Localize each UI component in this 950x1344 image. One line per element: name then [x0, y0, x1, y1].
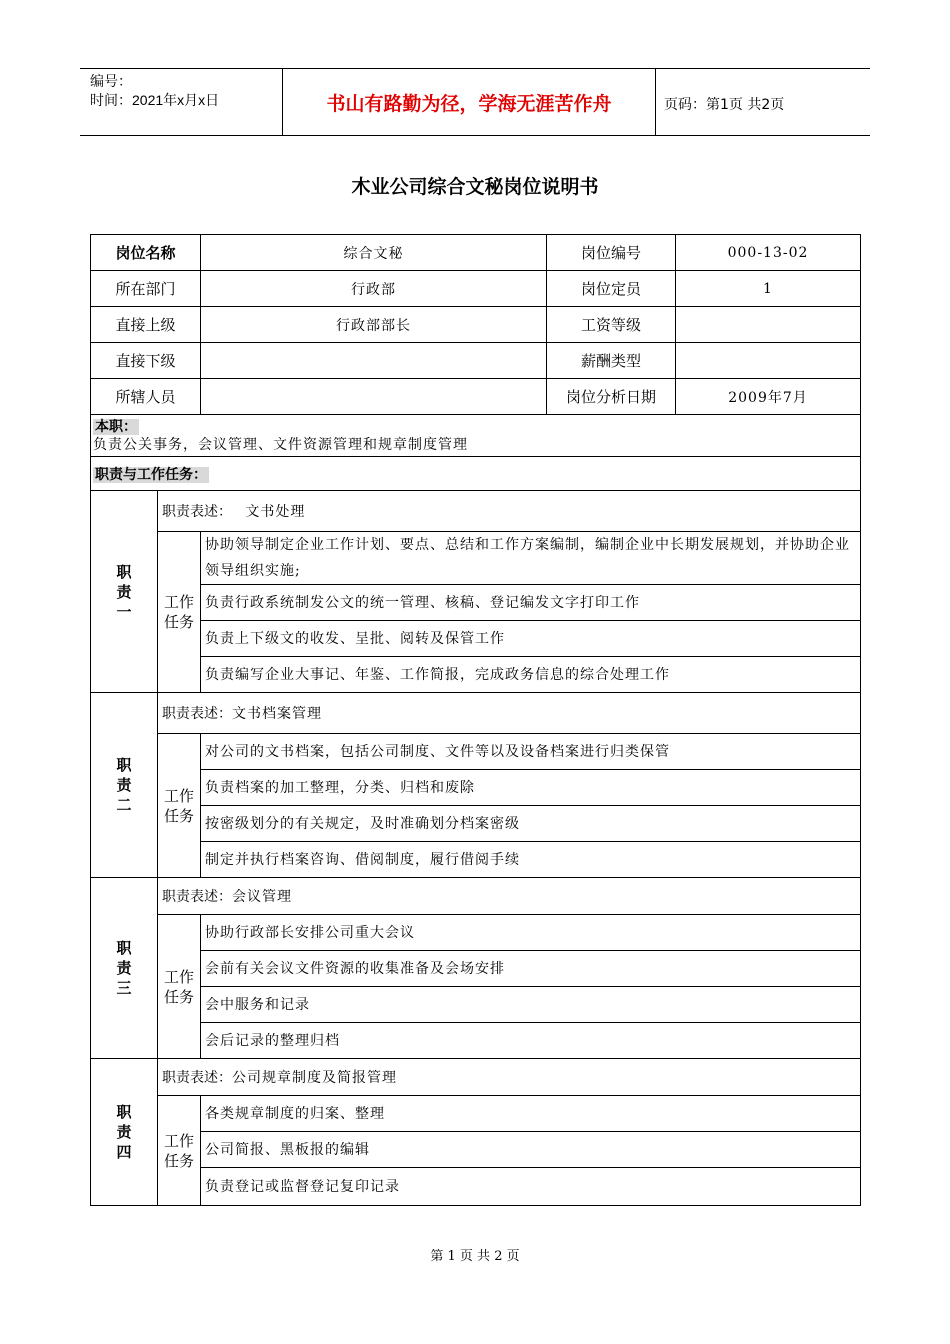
job-description-table — [90, 234, 861, 1206]
duty-desc-value: 文书处理 — [245, 504, 306, 520]
duty-description — [158, 693, 861, 734]
superior-label: 直接上级 — [91, 307, 201, 343]
task-item: 会中服务和记录 — [201, 987, 861, 1023]
duties-header-row — [91, 457, 861, 491]
salary-grade-label: 工资等级 — [547, 307, 676, 343]
task-row — [91, 1132, 861, 1168]
page-footer: 第 1 页 共 2 页 — [430, 1249, 520, 1264]
page-title: 木业公司综合文秘岗位说明书 — [351, 176, 599, 198]
task-item: 负责档案的加工整理，分类、归档和废除 — [201, 770, 861, 806]
header-motto: 书山有路勤为径，学海无涯苦作舟 — [326, 92, 612, 115]
header-divider — [655, 68, 656, 136]
task-row — [91, 987, 861, 1023]
core-text: 负责公关事务，会议管理、文件资源管理和规章制度管理 — [93, 436, 468, 453]
document-time: 时间：2021年x月x日 — [90, 92, 220, 108]
core-row — [91, 415, 861, 457]
task-item: 协助行政部长安排公司重大会议 — [201, 915, 861, 951]
task-row — [91, 806, 861, 842]
task-item: 按密级划分的有关规定，及时准确划分档案密级 — [201, 806, 861, 842]
duty-desc-row — [91, 491, 861, 532]
document-number: 编号： — [90, 73, 132, 89]
task-label: 工作 任务 — [158, 734, 201, 878]
headcount-label: 岗位定员 — [547, 271, 676, 307]
task-row — [91, 1096, 861, 1132]
info-row — [91, 343, 861, 379]
task-item: 对公司的文书档案，包括公司制度、文件等以及设备档案进行归类保管 — [201, 734, 861, 770]
page-info: 页码：第1页 共2页 — [664, 97, 785, 113]
header-meta — [90, 72, 219, 110]
info-row — [91, 271, 861, 307]
task-row — [91, 915, 861, 951]
duty-description — [158, 1059, 861, 1096]
task-row — [91, 734, 861, 770]
analysis-date-label: 岗位分析日期 — [547, 379, 676, 415]
task-row — [91, 770, 861, 806]
task-item: 公司简报、黑板报的编辑 — [201, 1132, 861, 1168]
duty-label: 职 责 三 — [91, 878, 158, 1059]
subordinate-value — [201, 343, 547, 379]
core-label: 本职： — [95, 418, 137, 435]
duty-desc-row — [91, 1059, 861, 1096]
analysis-date-value: 2009年7月 — [676, 379, 861, 415]
task-row — [91, 621, 861, 657]
salary-grade-value — [676, 307, 861, 343]
task-row — [91, 842, 861, 878]
position-code-label: 岗位编号 — [547, 235, 676, 271]
department-label: 所在部门 — [91, 271, 201, 307]
task-row — [91, 1168, 861, 1206]
task-label: 工作 任务 — [158, 1096, 201, 1206]
info-row — [91, 379, 861, 415]
task-row — [91, 951, 861, 987]
task-row — [91, 532, 861, 585]
core-cell — [91, 415, 861, 457]
task-item: 负责登记或监督登记复印记录 — [201, 1168, 861, 1206]
duty-description — [158, 878, 861, 915]
duty-desc-row — [91, 878, 861, 915]
duty-desc-row — [91, 693, 861, 734]
duty-desc-label: 职责表述： — [162, 1070, 232, 1086]
pay-type-label: 薪酬类型 — [547, 343, 676, 379]
duty-description — [158, 491, 861, 532]
staff-label: 所辖人员 — [91, 379, 201, 415]
task-item: 会前有关会议文件资源的收集准备及会场安排 — [201, 951, 861, 987]
info-row — [91, 307, 861, 343]
duties-header-cell — [91, 457, 861, 491]
task-item: 负责上下级文的收发、呈批、阅转及保管工作 — [201, 621, 861, 657]
task-label: 工作 任务 — [158, 915, 201, 1059]
duty-label: 职 责 二 — [91, 693, 158, 878]
info-row — [91, 235, 861, 271]
subordinate-label: 直接下级 — [91, 343, 201, 379]
position-code-value: 000-13-02 — [676, 235, 861, 271]
department-value: 行政部 — [201, 271, 547, 307]
position-name-label: 岗位名称 — [91, 235, 201, 271]
duty-desc-label: 职责表述： — [162, 889, 232, 905]
duty-desc-label: 职责表述： — [162, 504, 232, 520]
task-item: 协助领导制定企业工作计划、要点、总结和工作方案编制，编制企业中长期发展规划，并协助企业领导组织实施; — [201, 532, 861, 585]
task-label: 工作 任务 — [158, 532, 201, 693]
headcount-value: 1 — [676, 271, 861, 307]
task-item: 负责行政系统制发公文的统一管理、核稿、登记编发文字打印工作 — [201, 585, 861, 621]
duty-desc-label: 职责表述： — [162, 706, 232, 722]
task-row — [91, 1023, 861, 1059]
pay-type-value — [676, 343, 861, 379]
duties-header: 职责与工作任务： — [95, 466, 207, 483]
duty-desc-value: 会议管理 — [232, 889, 292, 905]
position-name-value: 综合文秘 — [201, 235, 547, 271]
staff-value — [201, 379, 547, 415]
task-item: 负责编写企业大事记、年鉴、工作简报，完成政务信息的综合处理工作 — [201, 657, 861, 693]
task-row — [91, 657, 861, 693]
superior-value: 行政部部长 — [201, 307, 547, 343]
duty-desc-value: 公司规章制度及简报管理 — [232, 1070, 397, 1086]
task-item: 会后记录的整理归档 — [201, 1023, 861, 1059]
duty-desc-value: 文书档案管理 — [232, 706, 322, 722]
duty-label: 职 责 四 — [91, 1059, 158, 1206]
task-item: 制定并执行档案咨询、借阅制度，履行借阅手续 — [201, 842, 861, 878]
duty-label: 职 责 一 — [91, 491, 158, 693]
task-item: 各类规章制度的归案、整理 — [201, 1096, 861, 1132]
task-row — [91, 585, 861, 621]
